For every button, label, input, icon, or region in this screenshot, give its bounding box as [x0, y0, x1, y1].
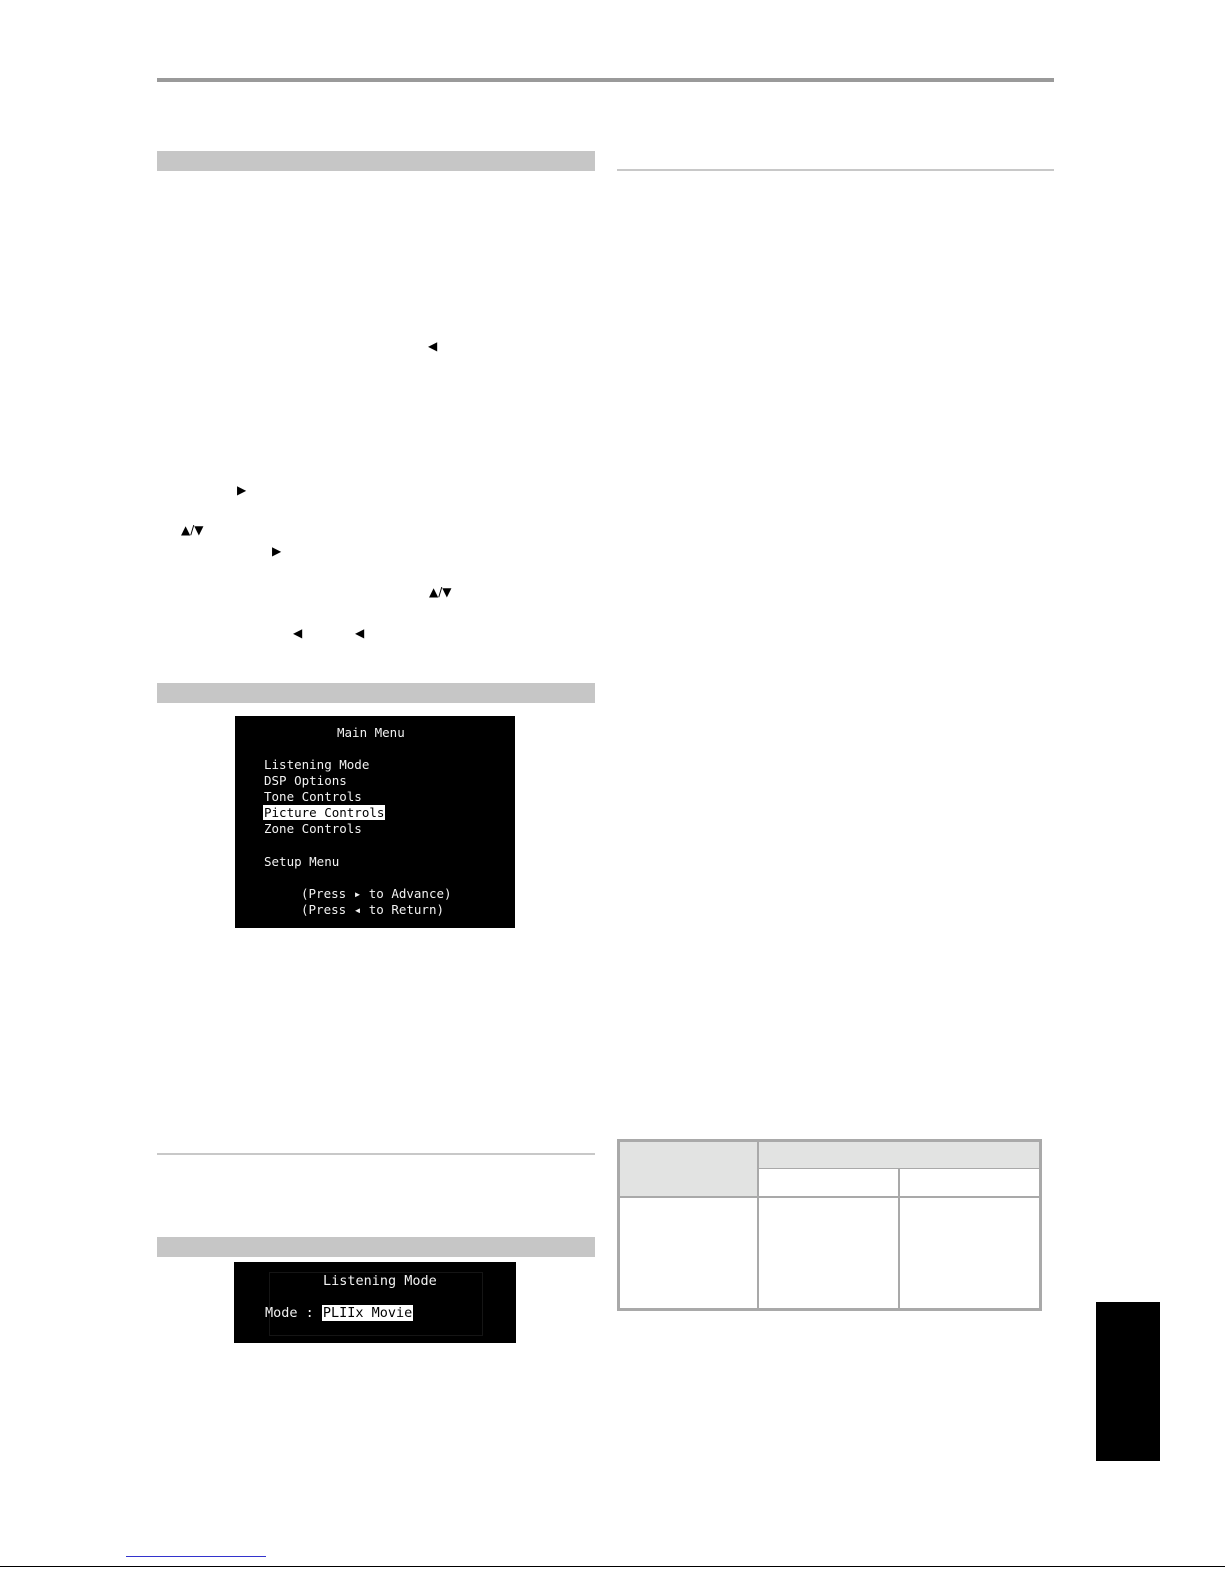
- right-arrow-icon: ▶: [237, 483, 247, 497]
- menu-item-highlight: Picture Controls: [264, 805, 385, 820]
- top-rule: [157, 78, 1054, 82]
- advance-hint: (Press ▸ to Advance): [301, 886, 452, 901]
- return-hint: (Press ◂ to Return): [301, 902, 445, 917]
- menu-item-tone-controls: Tone Controls: [264, 789, 362, 804]
- menu-item-zone-controls: Zone Controls: [264, 821, 362, 836]
- right-arrow-icon: ▶: [272, 544, 282, 558]
- footer-link-underline: [126, 1556, 266, 1557]
- right-arrow-icon: ▸: [353, 886, 362, 901]
- menu-title: Main Menu: [337, 725, 405, 740]
- info-table: [617, 1139, 1042, 1311]
- table-subheader-cell: [900, 1169, 1039, 1198]
- left-arrow-icon: ◀: [428, 339, 438, 353]
- left-arrow-icon: ◂: [353, 902, 362, 917]
- section-header-bar-3: [157, 1237, 595, 1257]
- mode-label: Mode :: [265, 1305, 322, 1321]
- menu-item-dsp-options: DSP Options: [264, 773, 347, 788]
- section-header-bar-2: [157, 683, 595, 703]
- left-column-rule: [157, 1153, 595, 1155]
- table-body-cell: [900, 1198, 1039, 1308]
- menu-item-listening-mode: Listening Mode: [264, 757, 370, 772]
- table-body-cell: [759, 1198, 900, 1308]
- table-body-cell: [620, 1198, 759, 1308]
- table-header-cell: [620, 1142, 759, 1198]
- table-header-span-cell: [759, 1142, 1039, 1169]
- menu-item-setup: Setup Menu: [264, 854, 340, 869]
- section-header-bar-1: [157, 151, 595, 171]
- menu-item-picture-controls: [263, 805, 385, 821]
- mode-value: PLIIx Movie: [322, 1305, 413, 1321]
- table-subheader-cell: [759, 1169, 900, 1198]
- listening-mode-title: Listening Mode: [323, 1273, 437, 1289]
- listening-mode-screen: [234, 1262, 516, 1343]
- left-arrow-icon: ◀: [293, 626, 303, 640]
- left-arrow-icon: ◀: [355, 626, 365, 640]
- mode-row: [265, 1305, 413, 1322]
- footer-rule: [0, 1566, 1225, 1567]
- up-down-arrow-icon: ▲/▼: [429, 585, 452, 599]
- right-column-rule: [617, 169, 1054, 171]
- side-tab: [1096, 1302, 1160, 1461]
- up-down-arrow-icon: ▲/▼: [181, 523, 204, 537]
- main-menu-screen: [235, 716, 515, 928]
